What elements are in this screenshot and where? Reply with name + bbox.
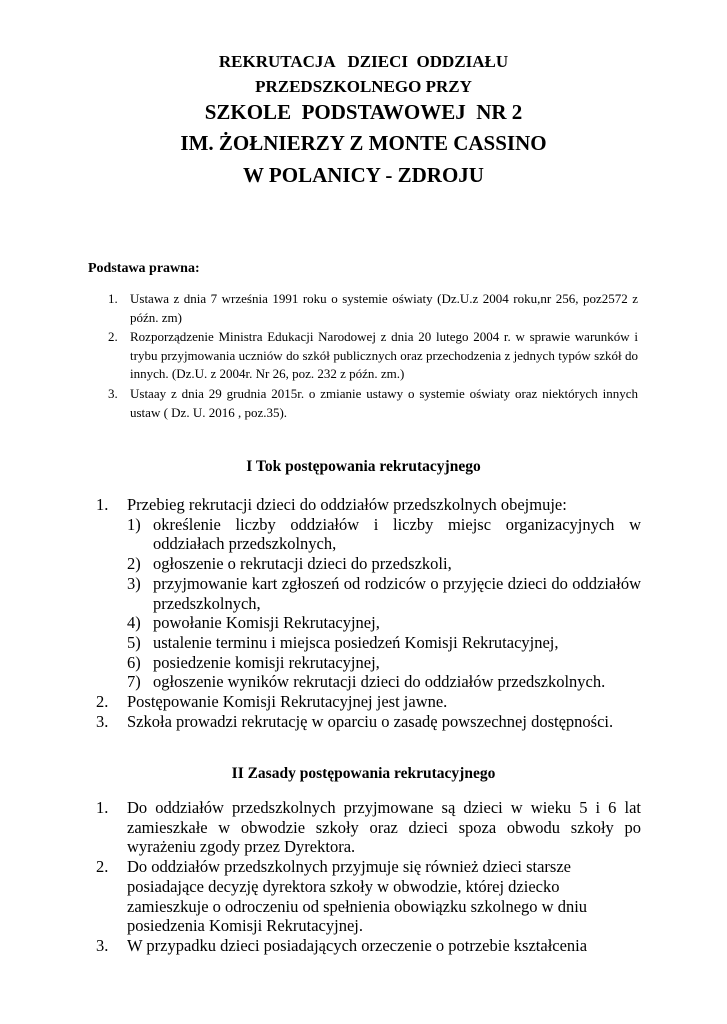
sublist-item <box>127 633 641 653</box>
sublist-item-number: 7) <box>127 672 141 692</box>
sublist-item <box>127 574 641 613</box>
sublist-item-number: 4) <box>127 613 141 633</box>
sublist-item-text: posiedzenie komisji rekrutacyjnej, <box>153 652 380 672</box>
legal-basis-item-text: Ustawa z dnia 7 września 1991 roku o systemie oświaty (Dz.U.z 2004 roku,nr 256, poz2572 z późn. zm) <box>130 291 638 325</box>
title-line-3: SZKOLE PODSTAWOWEJ NR 2 <box>204 100 523 124</box>
sublist-item-number: 3) <box>127 573 141 593</box>
legal-basis-item <box>108 328 638 384</box>
section-1-item <box>96 692 641 712</box>
title-line-5: W POLANICY - ZDROJU <box>243 163 484 187</box>
sublist-item <box>127 672 641 692</box>
title-line-2: PRZEDSZKOLNEGO PRZY <box>255 77 472 96</box>
legal-basis-heading: Podstawa prawna: <box>88 261 200 276</box>
legal-basis-item-number: 1. <box>108 291 118 306</box>
sublist-item-number: 1) <box>127 514 141 534</box>
sublist-item-text: ogłoszenie o rekrutacji dzieci do przedszkoli, <box>153 554 452 574</box>
section-1-item-number: 1. <box>96 495 109 514</box>
sublist-item-text: określenie liczby oddziałów i liczby miejsc organizacyjnych w oddziałach przedszkolnych, <box>153 514 641 554</box>
sublist-item <box>127 653 641 673</box>
sublist-item-number: 5) <box>127 632 141 652</box>
section-2-item-text: Do oddziałów przedszkolnych przyjmuje się również dzieci starsze posiadające decyzję dyrektora szkoły w obwodzie, której dziecko zamieszkuje o odroczeniu od spełnienia obowiązku szkolnego w dniu posiedzenia Komisji Rekrutacyjnej. <box>127 857 588 936</box>
section-2-item <box>96 857 641 936</box>
section-2-item-number: 2. <box>96 857 109 877</box>
legal-basis-item-text: Ustaay z dnia 29 grudnia 2015r. o zmianie ustawy o systemie oświaty oraz niektórych innych ustaw ( Dz. U. 2016 , poz.35). <box>130 385 638 420</box>
legal-basis-list <box>108 290 638 423</box>
section-2-item-number: 1. <box>96 798 109 817</box>
sublist-item-text: powołanie Komisji Rekrutacyjnej, <box>153 613 380 633</box>
legal-basis-item-text: Rozporządzenie Ministra Edukacji Narodowej z dnia 20 lutego 2004 r. w sprawie warunków i trybu przyjmowania uczniów do szkół publicznych oraz przechodzenia z jednych typów szkół do innych. (Dz.U. z 2004r. Nr 26, poz. 232 z późn. zm.) <box>130 329 638 382</box>
sublist-item-text: ogłoszenie wyników rekrutacji dzieci do oddziałów przedszkolnych. <box>153 672 606 692</box>
section-1-sublist <box>127 515 641 692</box>
section-2-item-number: 3. <box>96 935 109 955</box>
legal-basis-item-number: 2. <box>108 329 118 345</box>
section-2-heading: II Zasady postępowania rekrutacyjnego <box>231 765 496 782</box>
section-2-item <box>96 936 641 956</box>
section-1-item <box>96 495 641 692</box>
section-1-item-number: 3. <box>96 711 109 731</box>
legal-basis-item <box>108 290 638 327</box>
title-line-4: IM. ŻOŁNIERZY Z MONTE CASSINO <box>180 131 547 155</box>
section-1-item <box>96 712 641 732</box>
section-2-item <box>96 798 641 857</box>
sublist-item-text: przyjmowanie kart zgłoszeń od rodziców o przyjęcie dzieci do oddziałów przedszkolnych, <box>153 573 641 613</box>
section-1-item-text: Postępowanie Komisji Rekrutacyjnej jest jawne. <box>127 692 448 712</box>
section-2-item-text: Do oddziałów przedszkolnych przyjmowane są dzieci w wieku 5 i 6 lat zamieszkałe w obwodzie szkoły oraz dzieci spoza obwodu szkoły po wyrażeniu zgody przez Dyrektora. <box>127 798 641 857</box>
legal-basis-item-number: 3. <box>108 385 118 401</box>
section-1-list <box>96 495 641 731</box>
section-1-item-text: Szkoła prowadzi rekrutację w oparciu o zasadę powszechnej dostępności. <box>127 711 614 731</box>
sublist-item <box>127 613 641 633</box>
section-2-item-text: W przypadku dzieci posiadających orzeczenie o potrzebie kształcenia <box>127 935 588 955</box>
sublist-item-text: ustalenie terminu i miejsca posiedzeń Komisji Rekrutacyjnej, <box>153 632 559 652</box>
section-1-item-number: 2. <box>96 692 109 712</box>
sublist-item-number: 2) <box>127 554 141 574</box>
section-1-heading: I Tok postępowania rekrutacyjnego <box>246 458 481 475</box>
sublist-item <box>127 515 641 554</box>
section-2-list <box>96 798 641 956</box>
legal-basis-item <box>108 385 638 422</box>
sublist-item-number: 6) <box>127 652 141 672</box>
title-line-1: REKRUTACJA DZIECI ODDZIAŁU <box>218 52 509 71</box>
sublist-item <box>127 554 641 574</box>
section-1-item-text: Przebieg rekrutacji dzieci do oddziałów przedszkolnych obejmuje: <box>127 495 567 514</box>
